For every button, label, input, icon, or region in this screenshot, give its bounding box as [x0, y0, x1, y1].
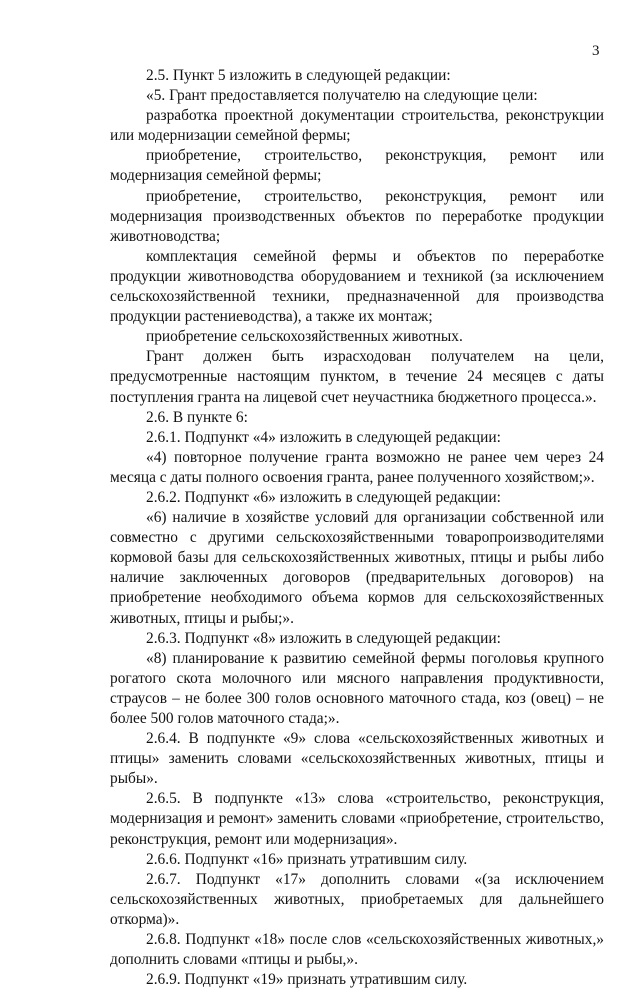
paragraph: 2.6.5. В подпункте «13» слова «строительство, реконструкция, модернизация и ремонт» заменить словами «приобретение, строительство, реконструкция, ремонт или модернизация». — [110, 790, 604, 848]
paragraph: 2.6. В пункте 6: — [146, 408, 248, 426]
paragraph: 2.6.7. Подпункт «17» дополнить словами «(за исключением сельскохозяйственных животных, приобретаемых для дальнейшего откорма)». — [110, 870, 604, 928]
paragraph: «6) наличие в хозяйстве условий для организации собственной или совместно с другими сельскохозяйственными товаропроизводителями кормовой базы для сельскохозяйственных животных, птицы и рыбы либо наличие заключенных договоров (предварительных договоров) на приобретение необходимого объема кормов для сельскохозяйственных животных, птицы и рыбы;». — [110, 509, 604, 627]
paragraph: приобретение, строительство, реконструкция, ремонт или модернизация семейной фермы; — [110, 147, 604, 185]
paragraph: 2.6.9. Подпункт «19» признать утратившим силу. — [146, 971, 468, 989]
paragraph: приобретение, строительство, реконструкция, ремонт или модернизация производственных объектов по переработке продукции животноводства; — [110, 187, 604, 245]
paragraph: приобретение сельскохозяйственных животных. — [146, 328, 463, 346]
paragraph: «5. Грант предоставляется получателю на следующие цели: — [146, 87, 538, 105]
paragraph: 2.5. Пункт 5 изложить в следующей редакции: — [146, 67, 451, 84]
paragraph: разработка проектной документации строительства, реконструкции или модернизации семейной фермы; — [110, 107, 604, 145]
paragraph: 2.6.3. Подпункт «8» изложить в следующей редакции: — [146, 629, 501, 647]
paragraph: «8) планирование к развитию семейной фермы поголовья крупного рогатого скота молочного или мясного направления продуктивности, страусов – не более 300 голов основного маточного стада, коз (овец) – не более 500 голов маточного стада;». — [110, 649, 604, 727]
paragraph: комплектация семейной фермы и объектов по переработке продукции животноводства оборудованием и техникой (за исключением сельскохозяйственной техники, предназначенной для производства продукции растениеводства), а также их монтаж; — [110, 247, 604, 326]
paragraph: 2.6.8. Подпункт «18» после слов «сельскохозяйственных животных,» дополнить словами «птицы и рыбы,». — [110, 931, 604, 969]
paragraph: 2.6.1. Подпункт «4» изложить в следующей редакции: — [146, 428, 501, 446]
paragraph: «4) повторное получение гранта возможно не ранее чем через 24 месяца с даты полного освоения гранта, ранее полученного хозяйством;». — [110, 448, 604, 486]
paragraph: 2.6.2. Подпункт «6» изложить в следующей редакции: — [146, 488, 501, 506]
document-body — [110, 66, 604, 990]
paragraph: Грант должен быть израсходован получателем на цели, предусмотренные настоящим пунктом, в течение 24 месяцев с даты поступления гранта на лицевой счет неучастника бюджетного процесса.». — [110, 348, 604, 406]
paragraph: 2.6.6. Подпункт «16» признать утратившим силу. — [146, 850, 468, 868]
page-number: 3 — [592, 43, 600, 59]
paragraph: 2.6.4. В подпункте «9» слова «сельскохозяйственных животных и птицы» заменить словами «сельскохозяйственных животных, птицы и рыбы». — [110, 730, 604, 788]
